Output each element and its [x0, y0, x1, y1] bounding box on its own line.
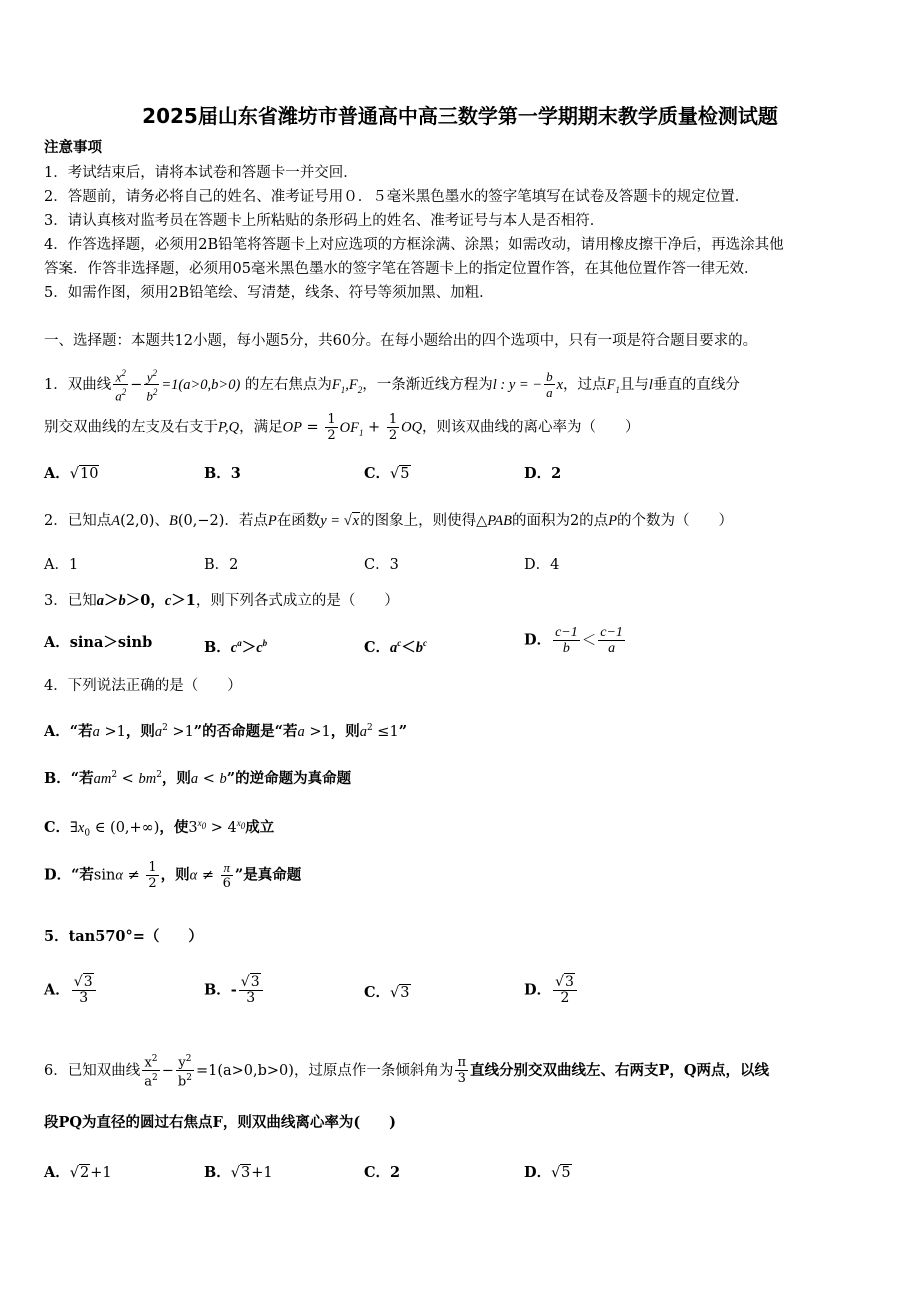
q3-option-c[interactable]: C．$a^c<b^c$: [364, 638, 428, 656]
q5-option-d[interactable]: D． $\frac{√3}{2}$: [524, 975, 579, 1006]
notice-item: 1．考试结束后，请将本试卷和答题卡一并交回．: [44, 165, 358, 181]
q3-option-a[interactable]: A．sina＞sinb: [44, 634, 153, 651]
question-1-line-2: 别交双曲线的左支及右支于P,Q，满足OP = $\frac{1}{2}$ $OF_1$ + $\frac{1}{2}$ OQ，则该双曲线的离心率为（ ）: [44, 412, 640, 443]
q3-option-d[interactable]: D． $\frac{c-1}{b}$ ＜ $\frac{c-1}{a}$: [524, 625, 623, 656]
question-4: 4．下列说法正确的是（ ）: [44, 678, 242, 694]
q4-option-b[interactable]: B．“若$am^2 < bm^2$，则a < b”的逆命题为真命题: [44, 769, 352, 787]
notice-item: 4．作答选择题，必须用2B铅笔将答题卡上对应选项的方框涂满、涂黑；如需改动，请用橡皮擦干净后，再选涂其他: [44, 237, 784, 253]
q2-option-b[interactable]: B．2: [204, 557, 239, 573]
q5-option-b[interactable]: B．- $\frac{√3}{3}$: [204, 975, 265, 1006]
question-6-line-1: 6．已知双曲线 $\frac{x^2}{a^2}$ − $\frac{y^2}{b^2}$ =1(a>0,b>0)，过原点作一条倾斜角为 $\frac{\pi}{3}$ 直线分别交双曲线左、右两支P，Q两点，以线: [44, 1054, 770, 1090]
question-2: 2．已知点A(2,0)、B(0,−2)．若点P在函数y = √x的图象上，则使得△PAB的面积为2的点P的个数为（ ）: [44, 513, 734, 529]
section-heading: 一、选择题：本题共12小题，每小题5分，共60分。在每小题给出的四个选项中，只有一项是符合题目要求的。: [44, 333, 758, 349]
notice-item: 5．如需作图，须用2B铅笔绘、写清楚，线条、符号等须加黑、加粗．: [44, 285, 494, 301]
q6-option-a[interactable]: A．√2+1: [44, 1164, 112, 1181]
q1-option-a[interactable]: A．√10: [44, 465, 99, 482]
question-1-line-1: 1．双曲线 $\frac{x^2}{a^2}$ − $\frac{y^2}{b^2}$ =1(a>0,b>0) 的左右焦点为$F_1,F_2$，一条渐近线方程为l : y = − $\frac{b}{a}$ x，过点$F_1$且与l垂直的直线分: [44, 368, 740, 404]
q1-option-b[interactable]: B．3: [204, 465, 241, 482]
q6-option-d[interactable]: D．√5: [524, 1164, 571, 1181]
notice-item: 3．请认真核对监考员在答题卡上所粘贴的条形码上的姓名、准考证号与本人是否相符．: [44, 213, 605, 229]
q1-option-d[interactable]: D．2: [524, 465, 562, 482]
q6-option-c[interactable]: C．2: [364, 1164, 401, 1181]
notice-item: 答案．作答非选择题，必须用05毫米黑色墨水的签字笔在答题卡上的指定位置作答，在其他位置作答一律无效．: [44, 261, 759, 277]
q4-option-a[interactable]: A．“若a >1，则$a^2 >1$”的否命题是“若a >1，则$a^2 \le 1$”: [44, 722, 408, 740]
q4-option-c[interactable]: C．$\exists x_0$ ∈ (0,+∞)，使$3^{x_0} > 4^{x_0}$成立: [44, 818, 275, 839]
q5-option-a[interactable]: A． $\frac{√3}{3}$: [44, 975, 98, 1006]
notice-heading: 注意事项: [44, 139, 102, 156]
q1-option-c[interactable]: C．√5: [364, 465, 410, 482]
question-3: 3．已知a＞b＞0，c＞1，则下列各式成立的是（ ）: [44, 592, 399, 609]
q2-option-d[interactable]: D．4: [524, 557, 560, 573]
q5-option-c[interactable]: C．√3: [364, 984, 410, 1001]
question-6-line-2: 段PQ为直径的圆过右焦点F，则双曲线离心率为( ): [44, 1114, 397, 1131]
q2-option-c[interactable]: C．3: [364, 557, 399, 573]
q4-option-d[interactable]: D．“若sinα ≠ $\frac{1}{2}$ ，则α ≠ $\frac{\pi}{6}$ ”是真命题: [44, 860, 302, 891]
page-title: 2025届山东省潍坊市普通高中高三数学第一学期期末教学质量检测试题: [142, 104, 778, 128]
notice-item: 2．答题前，请务必将自己的姓名、准考证号用０．５毫米黑色墨水的签字笔填写在试卷及答题卡的规定位置．: [44, 189, 750, 205]
q3-option-b[interactable]: B．$c^a>c^b$: [204, 638, 268, 656]
q6-option-b[interactable]: B．√3+1: [204, 1164, 273, 1181]
q2-option-a[interactable]: A．1: [44, 557, 79, 573]
question-5: 5．tan570°=（ ）: [44, 928, 203, 945]
